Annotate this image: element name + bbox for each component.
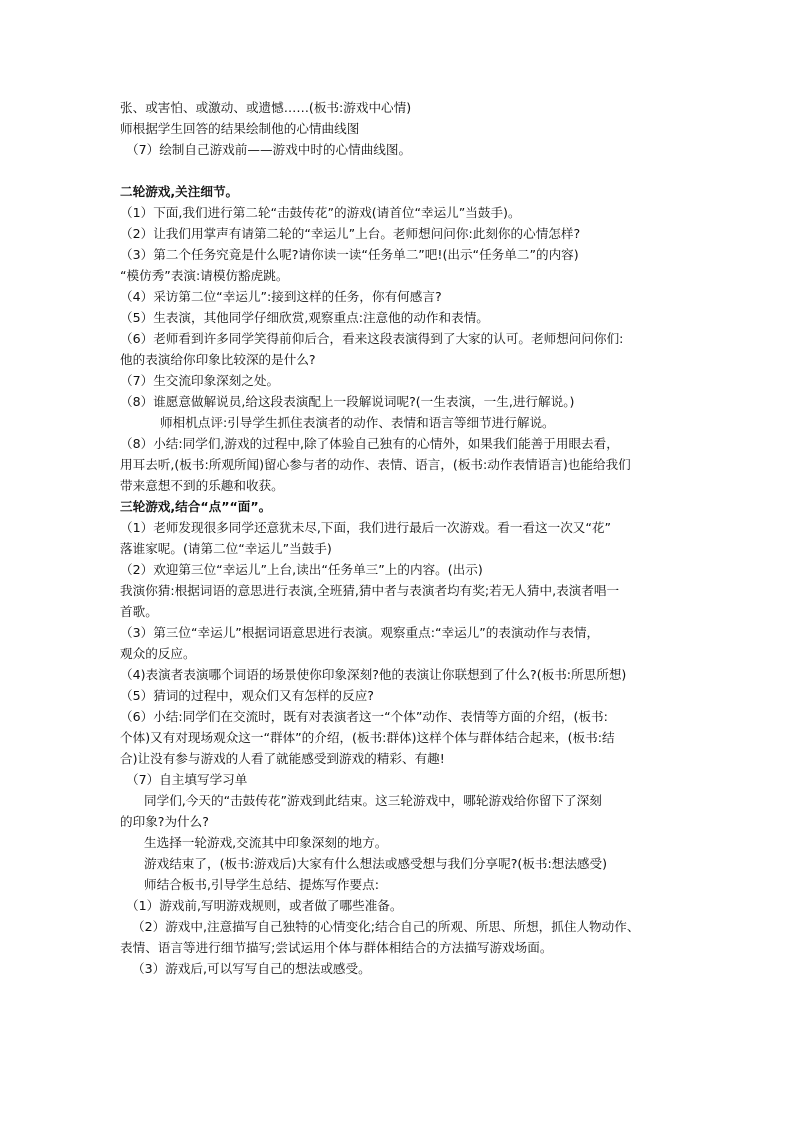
paragraph-line: （2）欢迎第三位“幸运儿”上台,读出“任务单三”上的内容。(出示) <box>120 562 483 577</box>
paragraph-line: （7）绘制自己游戏前——游戏中时的心情曲线图。 <box>126 142 412 157</box>
paragraph-line: 用耳去听,(板书:所观所闻)留心参与者的动作、表情、语言，(板书:动作表情语言)也能给我们 <box>120 457 631 472</box>
paragraph-line: （4)表演者表演哪个词语的场景使你印象深刻?他的表演让你联想到了什么?(板书:所思所想) <box>120 667 627 682</box>
paragraph-line: 个体)又有对现场观众这一“群体”的介绍，(板书:群体)这样个体与群体结合起来，(板书:结 <box>120 730 615 745</box>
document-body <box>120 97 692 979</box>
paragraph-line: （2）让我们用掌声有请第二轮的“幸运儿”上台。老师想问问你:此刻你的心情怎样? <box>120 226 581 241</box>
paragraph-line: 落谁家呢。(请第二位“幸运儿”当鼓手) <box>120 541 332 556</box>
paragraph-line: 的印象?为什么? <box>120 814 209 829</box>
paragraph-line: （1）下面,我们进行第二轮“击鼓传花”的游戏(请首位“幸运儿”当鼓手)。 <box>120 205 521 220</box>
section-heading: 二轮游戏,关注细节。 <box>120 184 239 199</box>
paragraph-line: （3）第二个任务究竟是什么呢?请你读一读“任务单二”吧!(出示“任务单二”的内容) <box>120 247 579 262</box>
paragraph-line: （1）老师发现很多同学还意犹未尽,下面，我们进行最后一次游戏。看一看这一次又“花” <box>120 520 612 535</box>
paragraph-line: （3）游戏后,可以写写自己的想法或感受。 <box>132 961 371 976</box>
paragraph-line: （7）生交流印象深刻之处。 <box>120 373 280 388</box>
paragraph-line: （5）猜词的过程中，观众们又有怎样的反应? <box>120 688 374 703</box>
paragraph-line: 同学们,今天的“击鼓传花”游戏到此结束。这三轮游戏中，哪轮游戏给你留下了深刻 <box>144 793 602 808</box>
paragraph-line: （4）采访第二位“幸运儿”:接到这样的任务，你有何感言? <box>120 289 442 304</box>
paragraph-line: 我演你猜:根据词语的意思进行表演,全班猜,猜中者与表演者均有奖;若无人猜中,表演者唱一 <box>120 583 620 598</box>
paragraph-line: 表情、语言等进行细节描写;尝试运用个体与群体相结合的方法描写游戏场面。 <box>120 940 553 955</box>
paragraph-line: 合)让没有参与游戏的人看了就能感受到游戏的精彩、有趣! <box>120 751 445 766</box>
paragraph-line: 首歌。 <box>120 604 158 619</box>
paragraph-line: 他的表演给你印象比较深的是什么? <box>120 352 316 367</box>
section-heading: 三轮游戏,结合“点”“面”。 <box>120 499 272 514</box>
paragraph-line: 游戏结束了，(板书:游戏后)大家有什么想法或感受想与我们分享呢?(板书:想法感受) <box>144 856 608 871</box>
paragraph-line: （7）自主填写学习单 <box>126 772 248 787</box>
paragraph-line: 师相机点评:引导学生抓住表演者的动作、表情和语言等细节进行解说。 <box>160 415 555 430</box>
paragraph-line: 观众的反应。 <box>120 646 196 661</box>
paragraph-line: 师结合板书,引导学生总结、提炼写作要点: <box>144 877 379 892</box>
paragraph-line: （8）谁愿意做解说员,给这段表演配上一段解说词呢?(一生表演，一生,进行解说。) <box>120 394 575 409</box>
blank-line <box>120 160 692 181</box>
paragraph-line: 生选择一轮游戏,交流其中印象深刻的地方。 <box>144 835 388 850</box>
paragraph-line: 带来意想不到的乐趣和收获。 <box>120 478 284 493</box>
paragraph-line: （5）生表演，其他同学仔细欣赏,观察重点:注意他的动作和表情。 <box>120 310 489 325</box>
paragraph-line: （6）老师看到许多同学笑得前仰后合，看来这段表演得到了大家的认可。老师想问问你们: <box>120 331 624 346</box>
paragraph-line: （3）第三位“幸运儿”根据词语意思进行表演。观察重点:“幸运儿”的表演动作与表情， <box>120 625 600 640</box>
paragraph-line: （2）游戏中,注意描写自己独特的心情变化;结合自己的所观、所思、所想，抓住人物动作、 <box>132 919 640 934</box>
paragraph-line: （8）小结:同学们,游戏的过程中,除了体验自己独有的心情外，如果我们能善于用眼去看， <box>120 436 619 451</box>
paragraph-line: “模仿秀”表演:请模仿豁虎跳。 <box>120 268 289 283</box>
paragraph-line: 张、或害怕、或激动、或遗憾……(板书:游戏中心情) <box>120 100 412 115</box>
paragraph-line: （1）游戏前,写明游戏规则，或者做了哪些准备。 <box>126 898 403 913</box>
paragraph-line: 师根据学生回答的结果绘制他的心情曲线图 <box>120 121 360 136</box>
paragraph-line: （6）小结:同学们在交流时，既有对表演者这一“个体”动作、表情等方面的介绍，(板书: <box>120 709 608 724</box>
